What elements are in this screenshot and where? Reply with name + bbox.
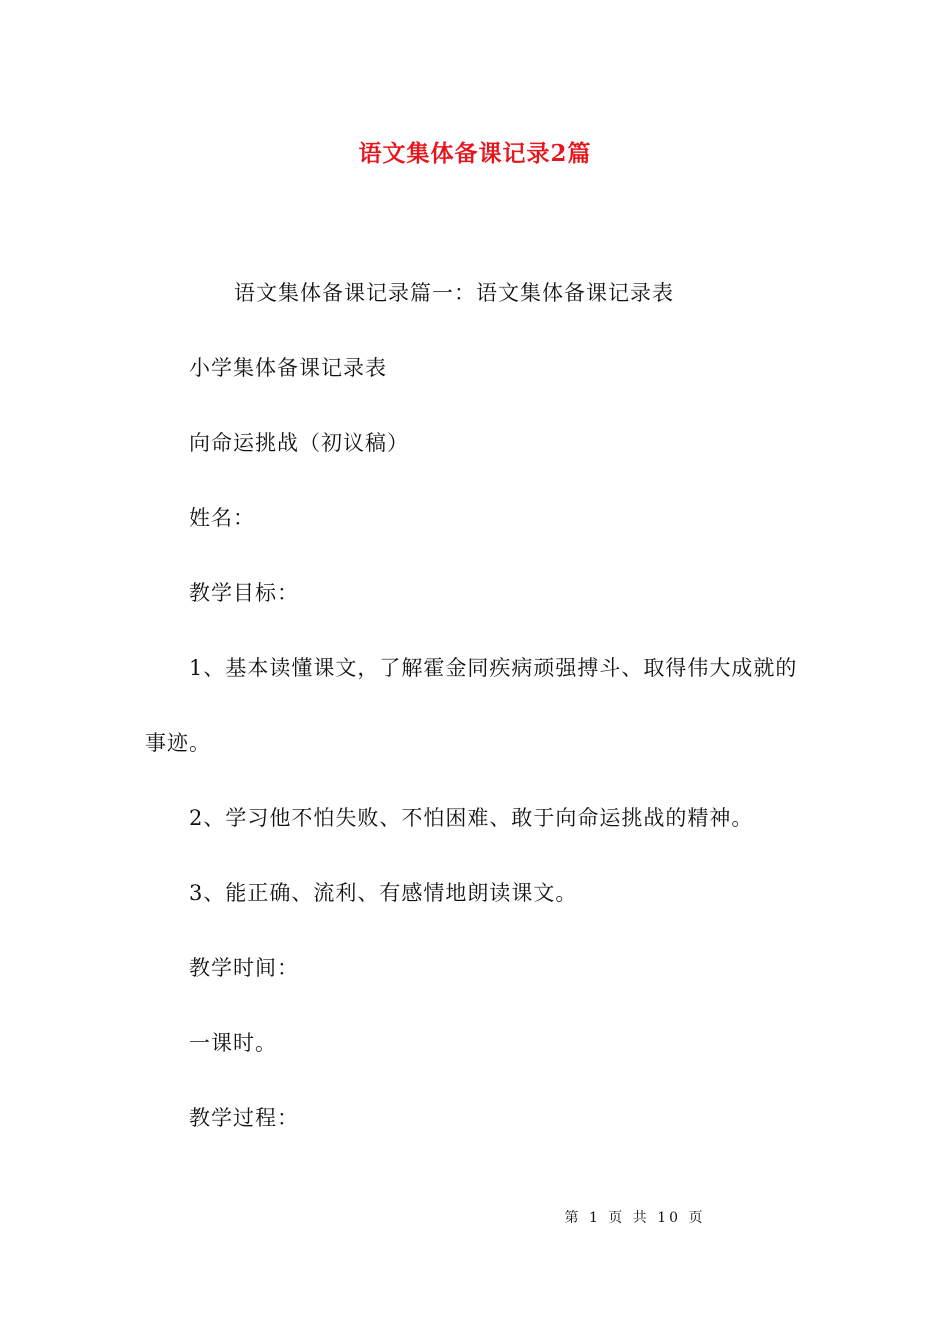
paragraph-line: 事迹。 [145, 731, 211, 755]
paragraph-line: 教学目标： [189, 581, 299, 605]
paragraph-line: 一课时。 [189, 1031, 277, 1055]
paragraph-line: 3、能正确、流利、有感情地朗读课文。 [189, 881, 578, 905]
paragraph-line: 向命运挑战（初议稿） [189, 431, 409, 455]
paragraph-line: 教学过程： [189, 1106, 299, 1130]
section-heading: 语文集体备课记录篇一：语文集体备课记录表 [234, 281, 674, 305]
paragraph-line: 姓名： [189, 506, 255, 530]
paragraph-line: 2、学习他不怕失败、不怕困难、敢于向命运挑战的精神。 [189, 806, 754, 830]
paragraph-line: 1、基本读懂课文，了解霍金同疾病顽强搏斗、取得伟大成就的 [189, 656, 798, 680]
page-number: 第 1 页 共 10 页 [564, 1210, 706, 1226]
page-footer [0, 1208, 950, 1228]
document-title: 语文集体备课记录2篇 [358, 140, 592, 167]
paragraph-line: 小学集体备课记录表 [189, 356, 387, 380]
paragraph-line: 教学时间： [189, 956, 299, 980]
